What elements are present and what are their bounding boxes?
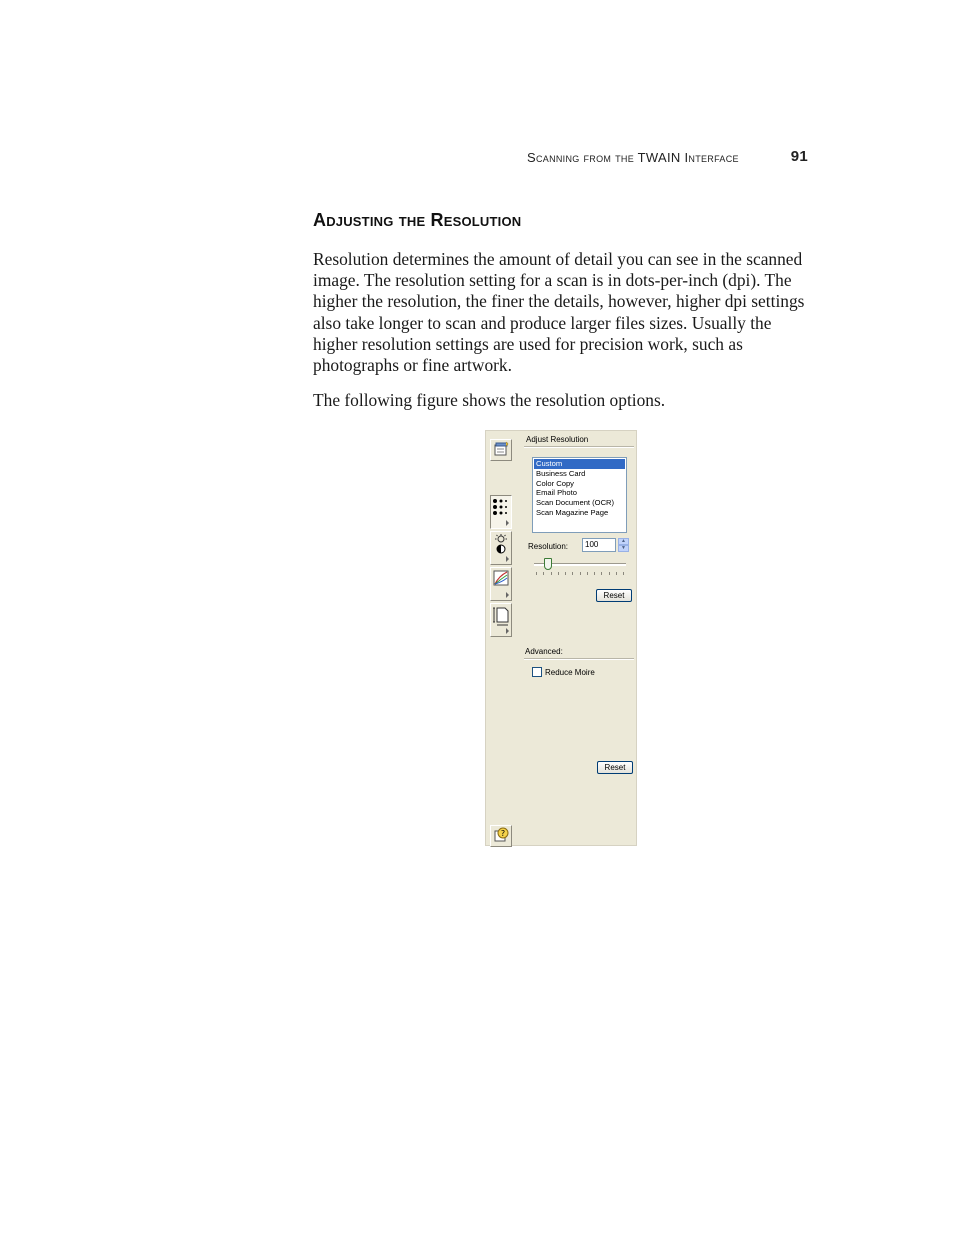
resolution-spinner[interactable] — [618, 538, 629, 553]
chevron-down-icon: ▼ — [621, 545, 626, 551]
preset-item-business-card[interactable]: Business Card — [536, 468, 586, 478]
adjust-resolution-title: Adjust Resolution — [526, 435, 589, 444]
section-heading: Adjusting the Resolution — [313, 210, 522, 230]
scan-size-button[interactable] — [490, 603, 512, 637]
resolution-input[interactable]: 100 — [582, 538, 616, 552]
adjust-resolution-dialog — [485, 430, 637, 846]
resolution-button[interactable] — [490, 495, 512, 529]
svg-text:?: ? — [500, 829, 506, 838]
help-icon — [493, 827, 509, 845]
preset-item-email-photo[interactable]: Email Photo — [536, 488, 577, 498]
preset-item-scan-document-ocr[interactable]: Scan Document (OCR) — [536, 498, 615, 508]
preset-item-custom[interactable]: Custom — [534, 459, 625, 469]
running-header-title: Scanning from the TWAIN Interface — [527, 150, 739, 165]
spin-up-button[interactable] — [618, 538, 629, 545]
expand-arrow-icon — [506, 592, 509, 598]
chevron-up-icon: ▲ — [621, 538, 626, 544]
scan-settings-icon — [493, 441, 509, 459]
body-paragraph-resolution: Resolution determines the amount of detail you can see in the scanned image. The resolution setting for a scan is in dots-per-inch (dpi). The higher the resolution, the finer the details, however, higher dpi settings also take longer to scan and produce larger files sizes. Usually the higher resolution settings are used for precision work, such as photographs or fine artwork. — [313, 249, 805, 376]
preset-item-color-copy[interactable]: Color Copy — [536, 478, 574, 488]
slider-thumb[interactable] — [544, 558, 552, 570]
scan-size-icon — [492, 606, 510, 628]
preset-listbox[interactable] — [532, 457, 627, 533]
reduce-moire-label: Reduce Moire — [545, 667, 595, 677]
advanced-label: Advanced: — [525, 647, 563, 656]
brightness-contrast-icon — [493, 534, 509, 558]
color-adjust-icon — [493, 570, 509, 588]
expand-arrow-icon — [506, 520, 509, 526]
expand-arrow-icon — [506, 556, 509, 562]
expand-arrow-icon — [506, 628, 509, 634]
section-divider — [524, 446, 634, 448]
slider-ticks — [536, 572, 624, 576]
resolution-label: Resolution: — [528, 542, 569, 551]
running-header — [527, 148, 808, 168]
brightness-contrast-button[interactable] — [490, 531, 512, 565]
side-toolbar — [490, 435, 514, 843]
scan-settings-button[interactable] — [490, 439, 512, 461]
resolution-icon — [492, 498, 510, 518]
reduce-moire-checkbox[interactable] — [532, 667, 542, 677]
spin-down-button[interactable] — [618, 545, 629, 552]
resolution-reset-button[interactable]: Reset — [596, 589, 632, 602]
resolution-slider[interactable] — [534, 557, 626, 579]
reduce-moire-option[interactable] — [532, 666, 595, 678]
advanced-divider — [524, 658, 634, 660]
help-button[interactable] — [490, 825, 512, 847]
preset-item-scan-magazine-page[interactable]: Scan Magazine Page — [536, 507, 609, 517]
advanced-reset-button[interactable]: Reset — [597, 761, 633, 774]
color-adjust-button[interactable] — [490, 567, 512, 601]
page-number: 91 — [790, 148, 808, 165]
body-paragraph-figure-intro: The following figure shows the resolution options. — [313, 390, 666, 410]
